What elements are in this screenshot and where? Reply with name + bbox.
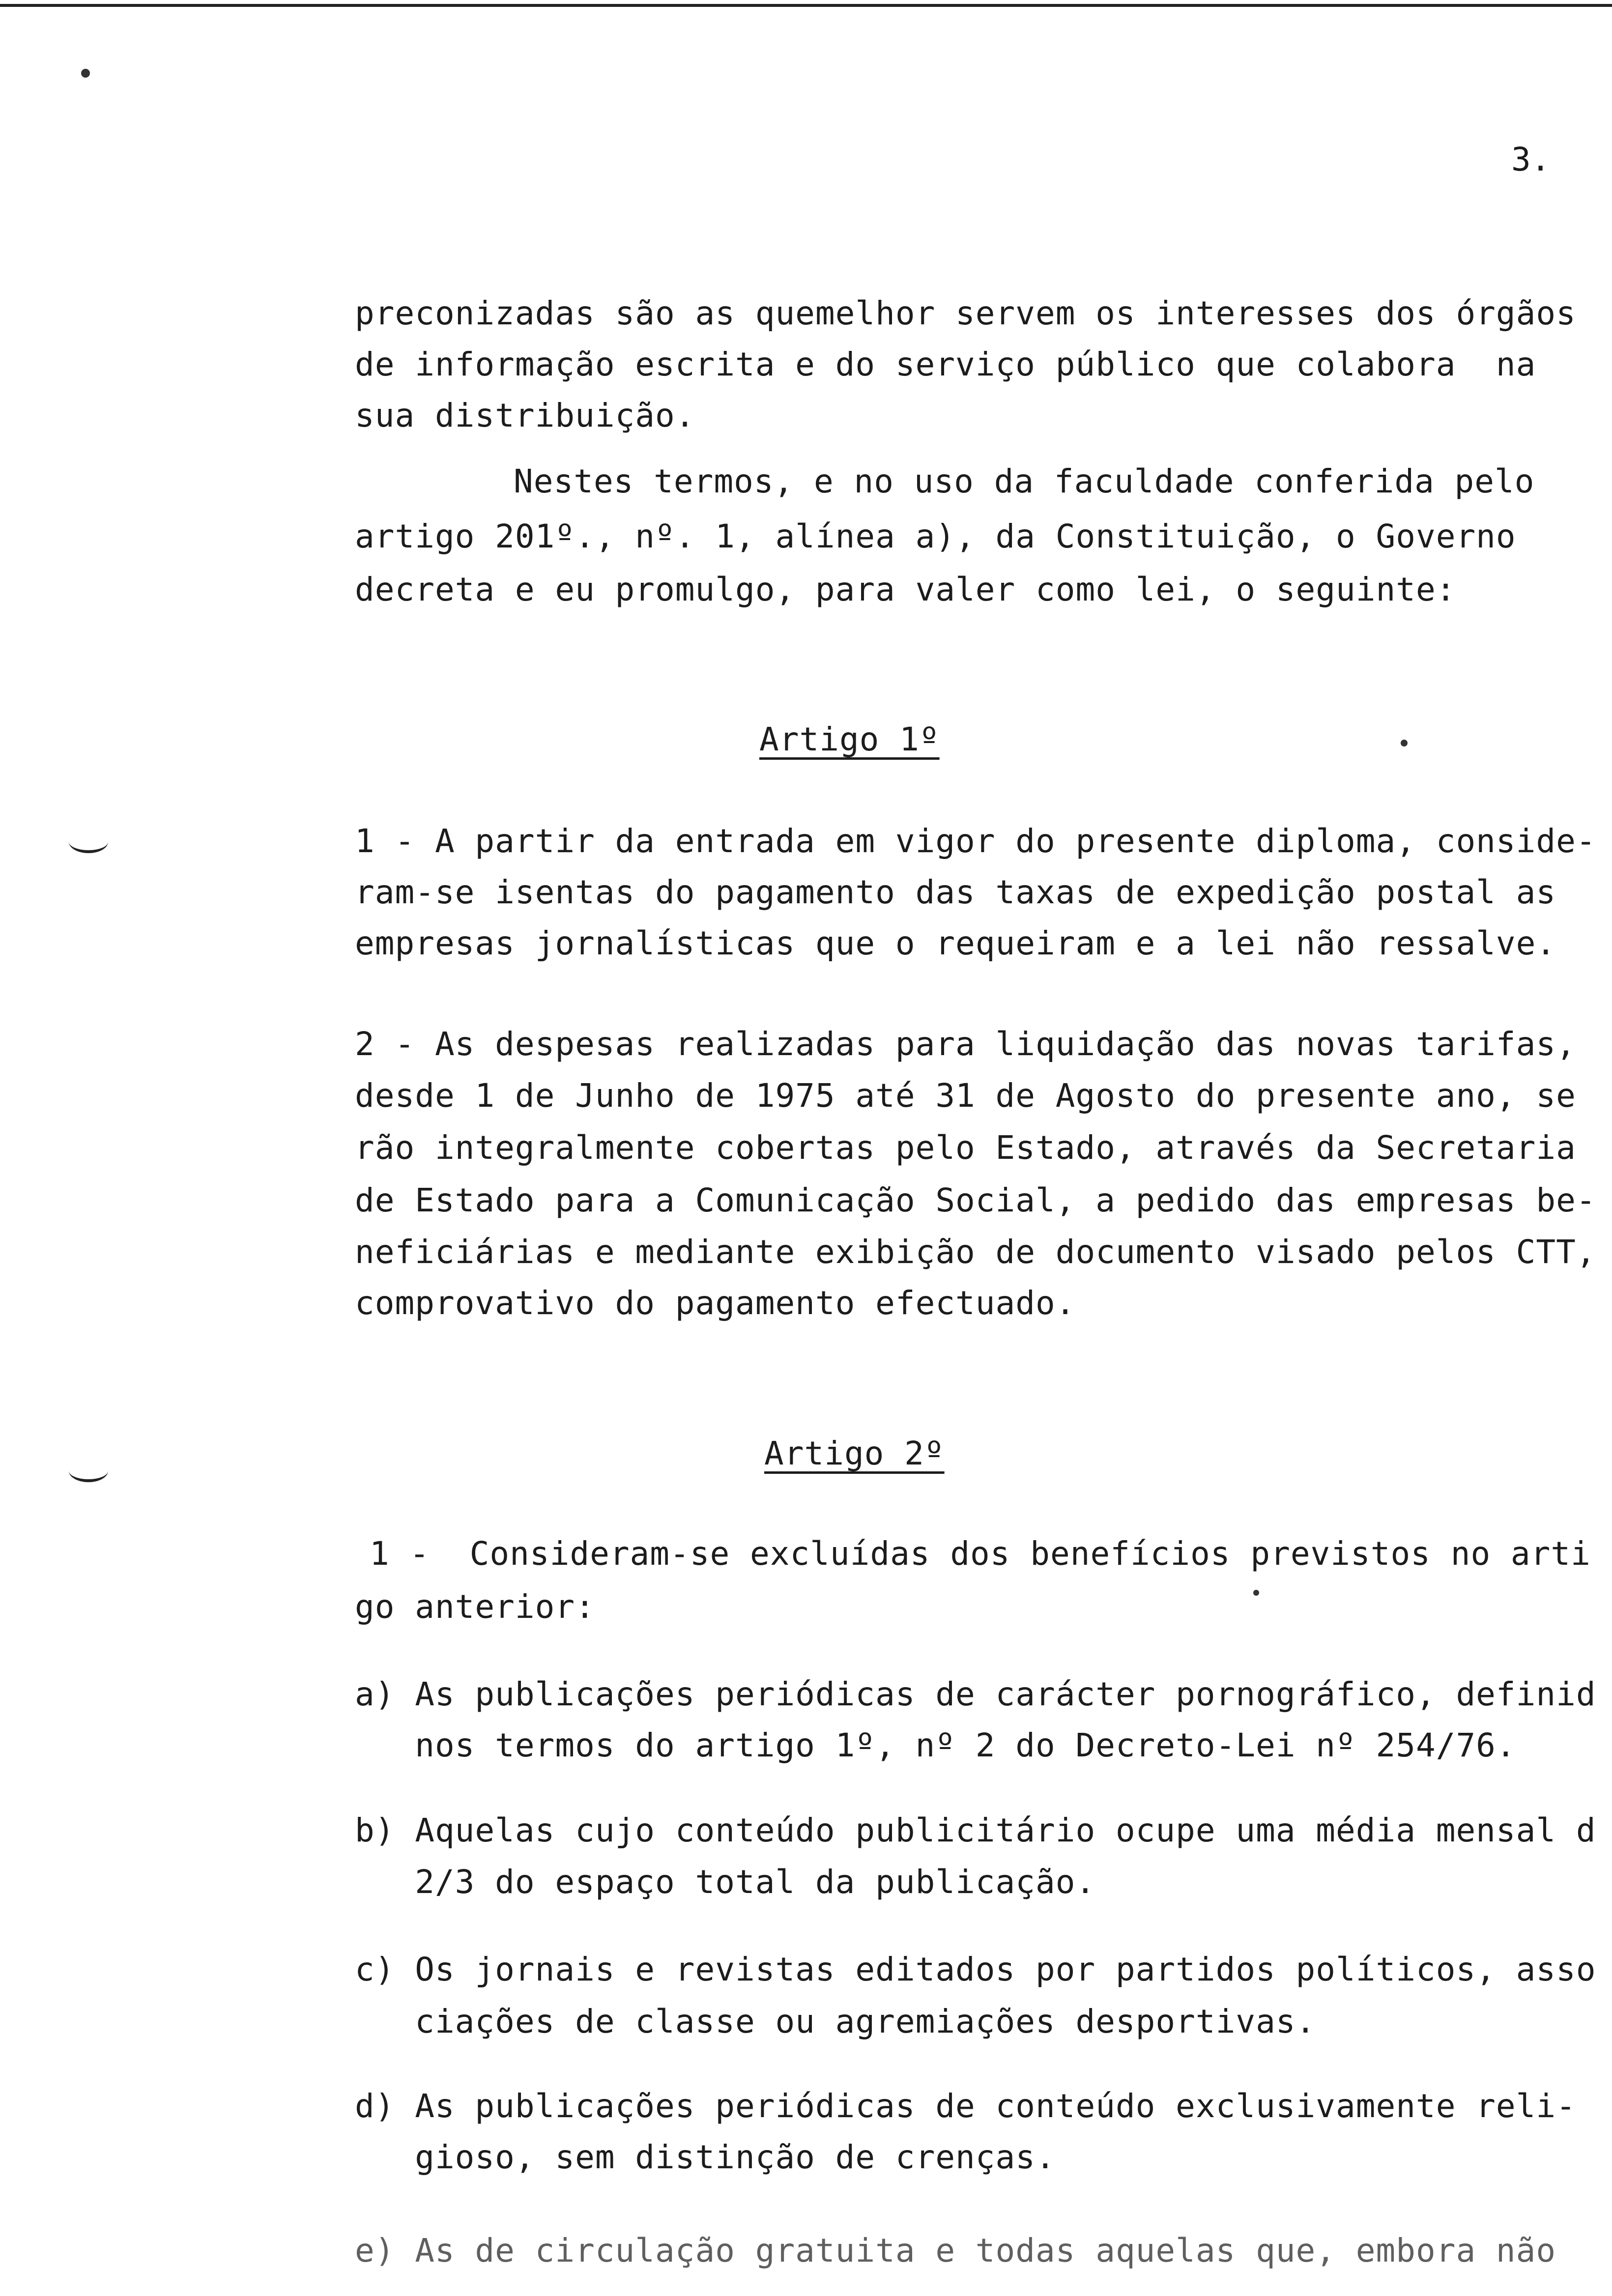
text-line: 1 - Consideram-se excluídas dos benefícios previstos no arti: [370, 1535, 1591, 1573]
text-line: 2/3 do espaço total da publicação.: [355, 1863, 1096, 1901]
article-1-heading: Artigo 1º: [759, 720, 940, 758]
text-line: sua distribuição.: [355, 397, 695, 434]
text-line: 1 - A partir da entrada em vigor do presente diploma, conside-: [355, 822, 1596, 860]
text-line: go anterior:: [355, 1588, 595, 1626]
article-2-heading: Artigo 2º: [764, 1435, 945, 1472]
page-number: 3.: [1511, 141, 1551, 178]
text-line: d) As publicações periódicas de conteúdo exclusivamente reli-: [355, 2087, 1576, 2125]
speck: [81, 69, 90, 78]
text-line: ciações de classe ou agremiações desportivas.: [355, 2003, 1316, 2040]
text-line: artigo 201º., nº. 1, alínea a), da Constituição, o Governo: [355, 517, 1516, 555]
text-line: 2 - As despesas realizadas para liquidação das novas tarifas,: [355, 1025, 1576, 1063]
binder-hole-lower: [69, 1460, 108, 1482]
text-line: gioso, sem distinção de crenças.: [355, 2138, 1056, 2176]
text-line: ram-se isentas do pagamento das taxas de expedição postal as: [355, 873, 1556, 911]
speck: [1253, 1590, 1259, 1596]
text-line: decreta e eu promulgo, para valer como lei, o seguinte:: [355, 571, 1456, 608]
text-line: empresas jornalísticas que o requeiram e a lei não ressalve.: [355, 924, 1556, 962]
text-line: b) Aquelas cujo conteúdo publicitário ocupe uma média mensal d: [355, 1811, 1596, 1849]
text-line: neficiárias e mediante exibição de documento visado pelos CTT,: [355, 1233, 1596, 1271]
text-line: c) Os jornais e revistas editados por partidos políticos, asso: [355, 1951, 1596, 1988]
text-line: desde 1 de Junho de 1975 até 31 de Agosto do presente ano, se: [355, 1077, 1576, 1115]
text-line: de Estado para a Comunicação Social, a pedido das empresas be-: [355, 1181, 1596, 1219]
text-line: e) As de circulação gratuita e todas aquelas que, embora não: [355, 2232, 1556, 2269]
text-line: de informação escrita e do serviço público que colabora na: [355, 345, 1536, 383]
top-border-line: [0, 4, 1612, 7]
text-line: comprovativo do pagamento efectuado.: [355, 1284, 1076, 1322]
binder-hole-upper: [69, 831, 108, 853]
text-line: Nestes termos, e no uso da faculdade conferida pelo: [514, 462, 1535, 500]
text-line: rão integralmente cobertas pelo Estado, através da Secretaria: [355, 1129, 1576, 1167]
text-line: nos termos do artigo 1º, nº 2 do Decreto-Lei nº 254/76.: [355, 1726, 1516, 1764]
speck: [1401, 740, 1408, 746]
text-line: preconizadas são as quemelhor servem os interesses dos órgãos: [355, 294, 1576, 332]
text-line: a) As publicações periódicas de carácter pornográfico, definid: [355, 1675, 1596, 1713]
